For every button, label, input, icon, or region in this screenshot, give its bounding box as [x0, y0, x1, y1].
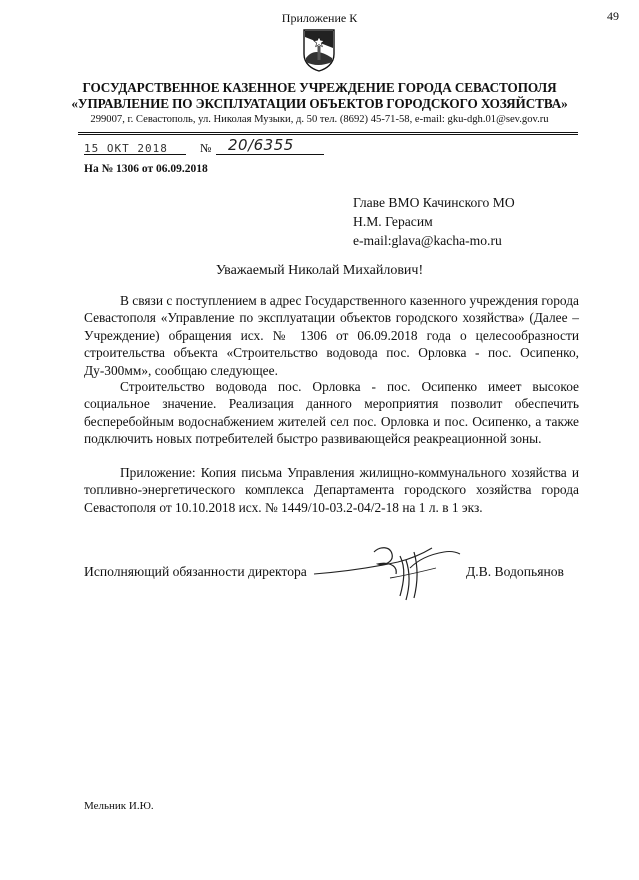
- addressee-email: e-mail:glava@kacha-mo.ru: [353, 233, 502, 248]
- header-divider: [78, 132, 578, 133]
- executor-name: Мельник И.Ю.: [84, 800, 154, 812]
- salutation: Уважаемый Николай Михайлович!: [215, 263, 424, 278]
- appendix-label: Приложение К: [281, 11, 358, 25]
- addressee-position: Главе ВМО Качинского МО: [353, 195, 515, 210]
- coat-of-arms-icon: [302, 28, 336, 72]
- registration-date-stamp: 15 ОКТ 2018: [84, 142, 168, 155]
- organization-contacts: 299007, г. Севастополь, ул. Николая Музыки, д. 50 тел. (8692) 45-71-58, e-mail: gku-dgh.01@sev.gov.ru: [90, 114, 549, 125]
- reply-reference: На № 1306 от 06.09.2018: [84, 163, 208, 175]
- organization-name-line-2: «УПРАВЛЕНИЕ ПО ЭКСПЛУАТАЦИИ ОБЪЕКТОВ ГОРОДСКОГО ХОЗЯЙСТВА»: [71, 96, 568, 111]
- body-paragraph-2: Строительство водовода пос. Орловка - пос. Осипенко имеет высокое социальное значение. Реализация данного мероприятия позволит обеспечить бесперебойным водоснабжением жителей сел пос. Орловка и пос. Осипенко, а также подключить новых потребителей быстро развивающейся реакреационной зоны.: [84, 379, 579, 447]
- outgoing-number: 20/6355: [228, 136, 294, 154]
- number-underline: [216, 154, 324, 155]
- date-underline: [84, 154, 186, 155]
- signatory-title: Исполняющий обязанности директора: [84, 564, 307, 579]
- number-sign: №: [200, 141, 212, 155]
- organization-name-line-1: ГОСУДАРСТВЕННОЕ КАЗЕННОЕ УЧРЕЖДЕНИЕ ГОРОДА СЕВАСТОПОЛЯ: [82, 80, 557, 95]
- header-divider-double: [78, 134, 578, 135]
- handwritten-signature: [310, 538, 470, 608]
- signatory-name: Д.В. Водопьянов: [466, 564, 564, 579]
- addressee-name: Н.М. Герасим: [353, 214, 433, 229]
- body-paragraph-attachment: Приложение: Копия письма Управления жилищно-коммунального хозяйства и топливно-энергетического комплекса Департамента городского хозяйства города Севастополя от 10.10.2018 исх. № 1449/10-03.2-04/2-18 на 1 л. в 1 экз.: [84, 465, 579, 515]
- body-paragraph-1: В связи с поступлением в адрес Государственного казенного учреждения города Севастополя «Управление по эксплуатации объектов городского хозяйства» (Далее – Учреждение) обращения исх. № 1306 от 06.09.2018 года о целесообразности строительства объекта «Строительство водовода пос. Орловка - пос. Осипенко, Ду-300мм», сообщаю следующее.: [84, 293, 579, 378]
- page-number: 49: [607, 9, 619, 23]
